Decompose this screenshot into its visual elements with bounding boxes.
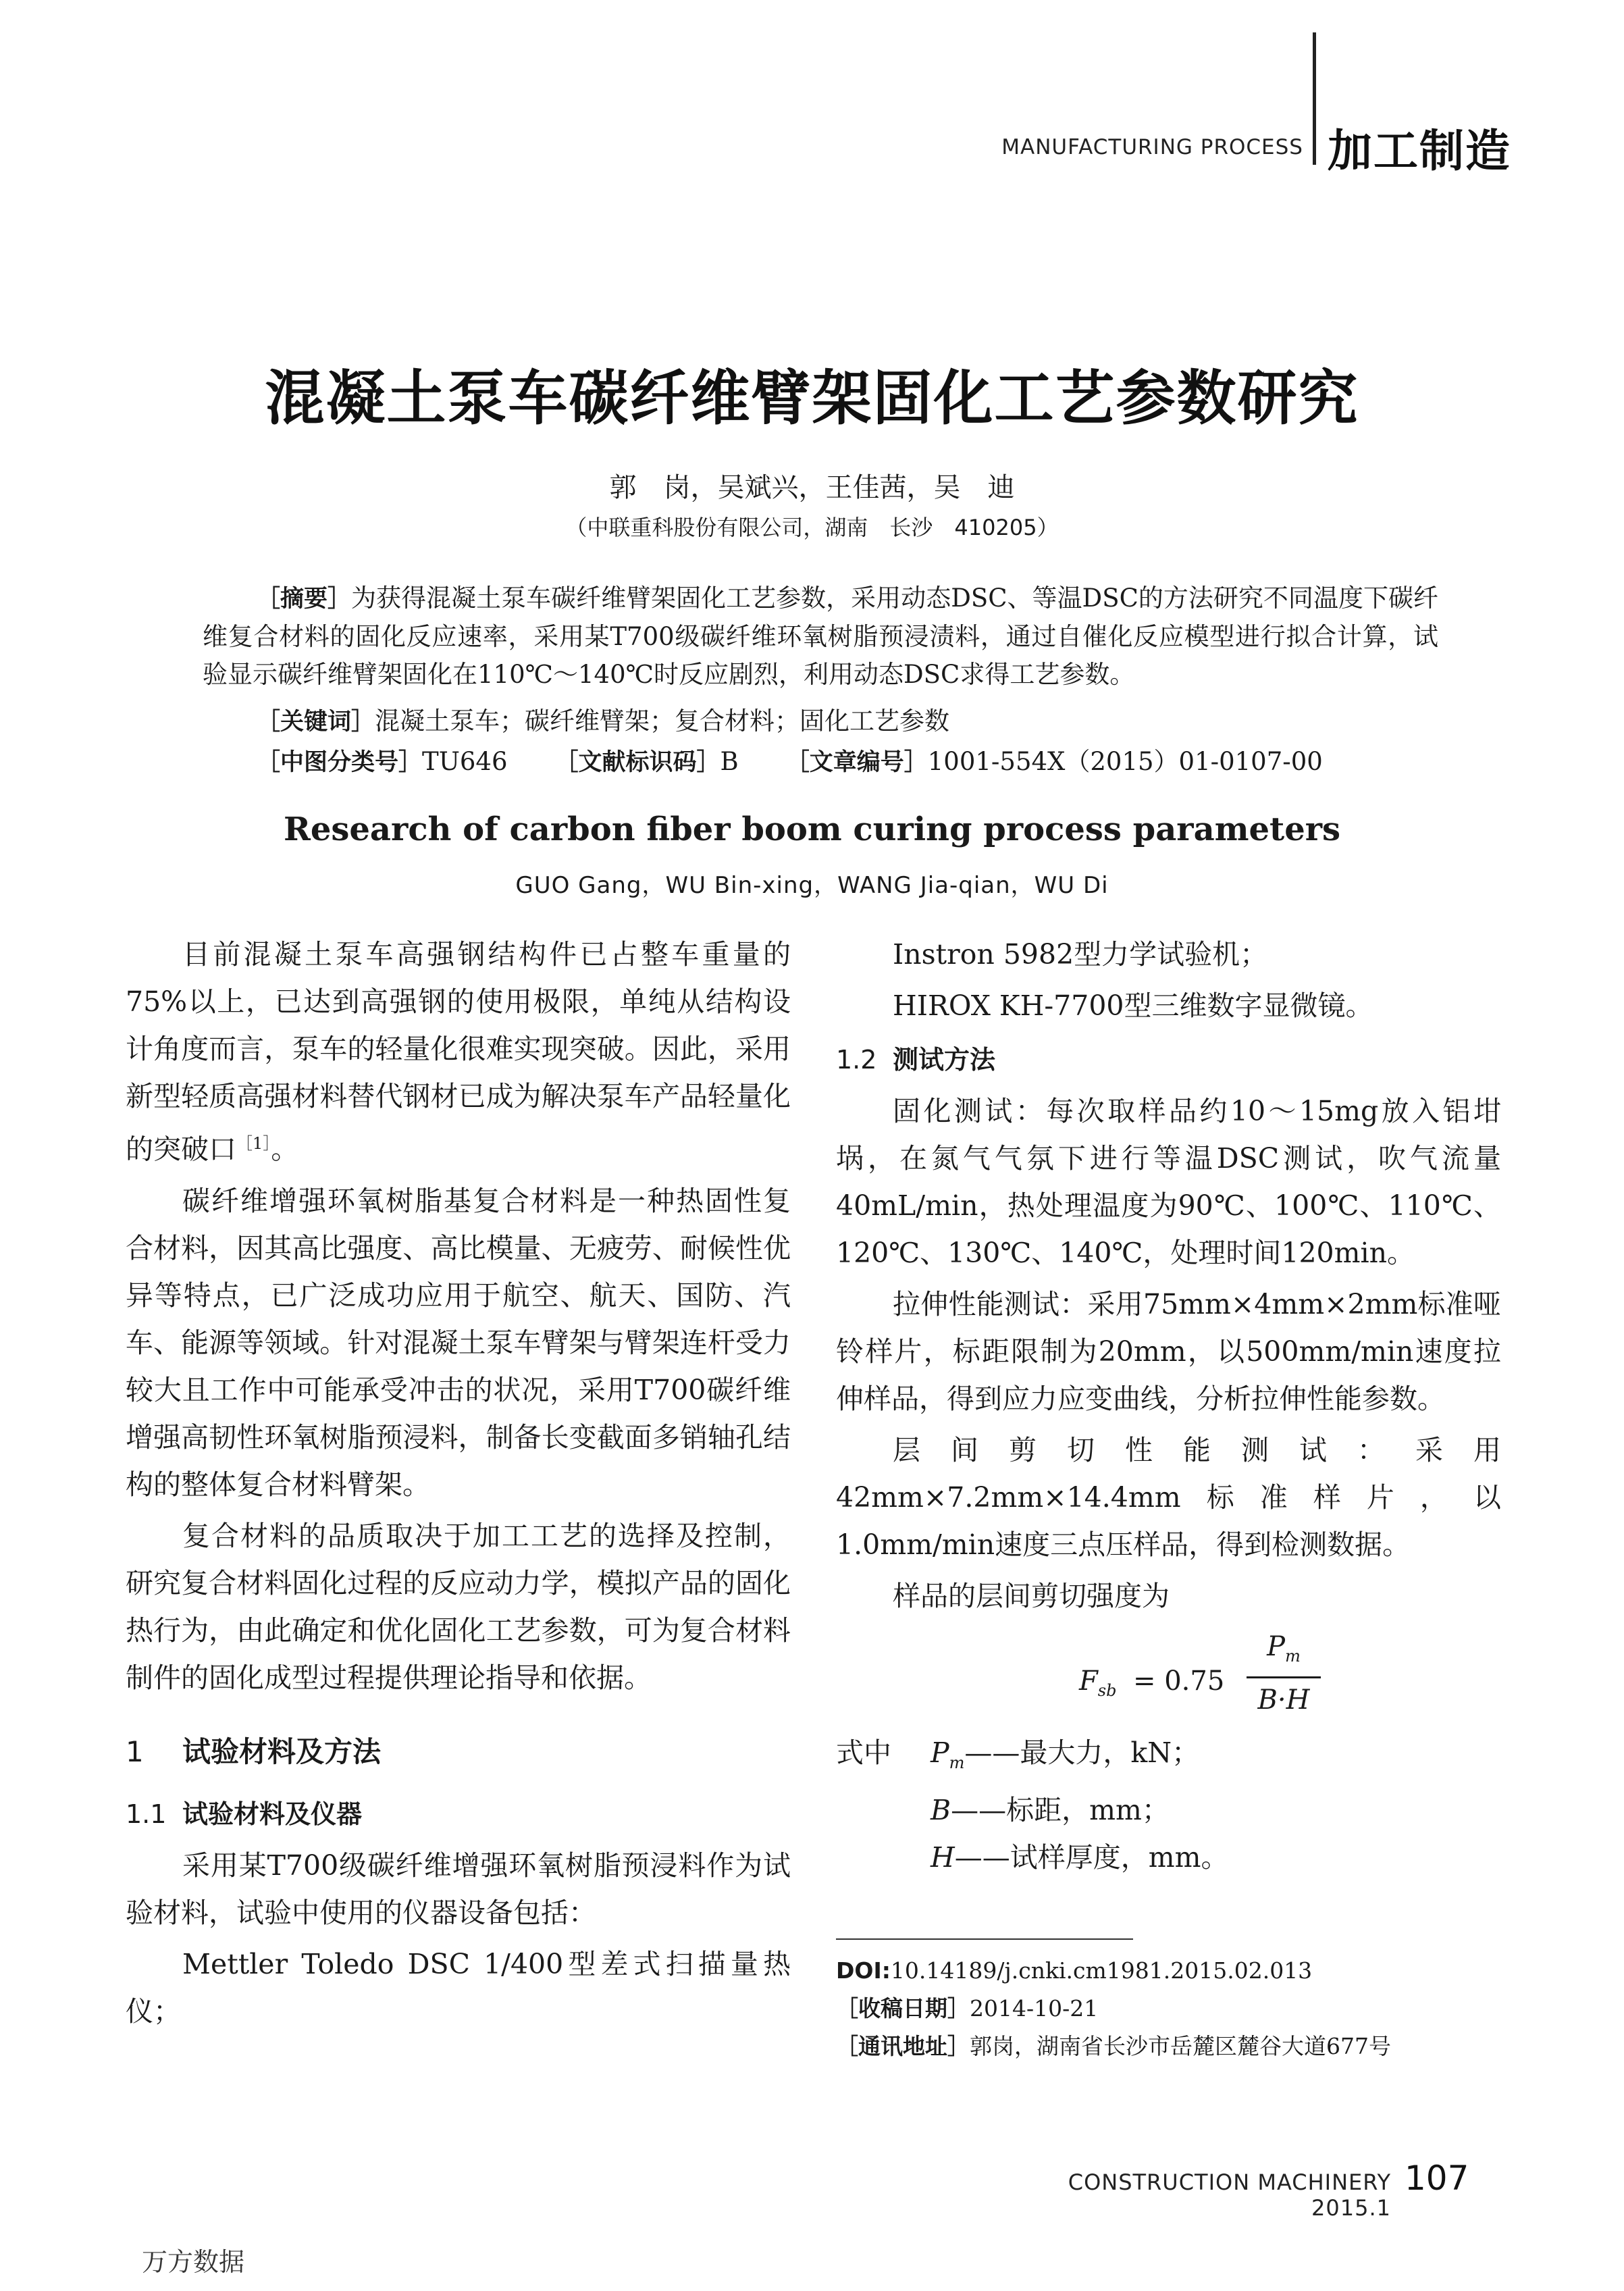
clc-code: ［中图分类号］TU646 <box>257 747 508 776</box>
shear-strength-formula <box>836 1629 1501 1717</box>
paragraph: 复合材料的品质取决于加工工艺的选择及控制，研究复合材料固化过程的反应动力学，模拟产品的固化热行为，由此确定和优化固化工艺参数，可为复合材料制件的固化成型过程提供理论指导和依据。 <box>126 1519 791 1694</box>
paragraph: Instron 5982型力学试验机； <box>893 938 1268 971</box>
paragraph: 碳纤维增强环氧树脂基复合材料是一种热固性复合材料，因其高比强度、高比模量、无疲劳、耐候性优异等特点，已广泛成功应用于航空、航天、国防、汽车、能源等领域。针对混凝土泵车臂架与臂架连杆受力较大且工作中可能承受冲击的状况，采用T700碳纤维增强高韧性环氧树脂预浸料，制备长变截面多销轴孔结构的整体复合材料臂架。 <box>126 1184 791 1501</box>
english-authors: GUO Gang，WU Bin-xing，WANG Jia-qian，WU Di <box>515 872 1109 899</box>
formula-coefficient: = 0.75 <box>1133 1666 1225 1697</box>
keywords <box>257 702 1492 741</box>
symbol-definitions <box>836 1729 1501 1881</box>
abstract <box>203 580 1438 694</box>
paragraph: 目前混凝土泵车高强钢结构件已占整车重量的75%以上，已达到高强钢的使用极限，单纯从结构设计角度而言，泵车的轻量化很难实现突破。因此，采用新型轻质高强材料替代钢材已成为解决泵车产品轻量化的突破口$^{[1]}$。 <box>126 938 791 1166</box>
journal-name: CONSTRUCTION MACHINERY 2015.1 <box>1068 2169 1391 2221</box>
symbol-definition: 式中 $P_m——$最大力，kN； <box>836 1736 1200 1773</box>
watermark: 万方数据 <box>142 2247 245 2277</box>
header-divider <box>1313 32 1316 165</box>
body-column-left <box>126 931 791 2039</box>
formula-lhs: $F_{sb}$ <box>1079 1666 1117 1700</box>
subsection-heading: 1.2 测试方法 <box>836 1045 996 1075</box>
paragraph: HIROX KH-7700型三维数字显微镜。 <box>893 989 1373 1022</box>
citation-ref: ［1］ <box>236 1134 271 1153</box>
doi: DOI:10.14189/j.cnki.cm1981.2015.02.013 <box>836 1957 1313 1984</box>
paragraph: 固化测试：每次取样品约10～15mg放入铝坩埚，在氮气气氛下进行等温DSC测试，吹气流量40mL/min，热处理温度为90℃、100℃、110℃、120℃、130℃、140℃，处理时间120min。 <box>836 1095 1501 1269</box>
affiliation: （中联重科股份有限公司，湖南 长沙 410205） <box>565 515 1059 540</box>
received-date: ［收稿日期］2014-10-21 <box>836 1995 1099 2022</box>
subsection-heading: 1.1 试验材料及仪器 <box>126 1799 363 1829</box>
body-column-right <box>836 931 1501 1881</box>
keywords-text: 混凝土泵车；碳纤维臂架；复合材料；固化工艺参数 <box>375 706 950 736</box>
symbol-definition: H——试样厚度，mm。 <box>931 1841 1229 1874</box>
author-list: 郭 岗，吴斌兴，王佳茜，吴 迪 <box>609 472 1015 503</box>
section-label-cn: 加工制造 <box>1328 125 1511 177</box>
english-title: Research of carbon fiber boom curing process parameters <box>283 810 1341 848</box>
paragraph: 采用某T700级碳纤维增强环氧树脂预浸料作为试验材料，试验中使用的仪器设备包括： <box>126 1849 791 1929</box>
footnotes <box>836 1952 1501 2065</box>
paragraph: Mettler Toledo DSC 1/400型差式扫描量热仪； <box>126 1947 791 2028</box>
symbol-definition: B——标距，mm； <box>931 1794 1170 1827</box>
page-number: 107 <box>1405 2159 1469 2198</box>
keywords-label: ［关键词］ <box>257 709 375 736</box>
paragraph: 样品的层间剪切强度为 <box>893 1580 1170 1612</box>
paper-title: 混凝土泵车碳纤维臂架固化工艺参数研究 <box>265 363 1359 433</box>
paragraph: 拉伸性能测试：采用75mm×4mm×2mm标准哑铃样片，标距限制为20mm，以500mm/min速度拉伸样品，得到应力应变曲线，分析拉伸性能参数。 <box>836 1288 1501 1415</box>
section-heading: 1 试验材料及方法 <box>126 1734 382 1768</box>
footnote-rule <box>836 1938 1133 1940</box>
formula-denominator: B·H <box>1257 1684 1310 1716</box>
abstract-text: 为获得混凝土泵车碳纤维臂架固化工艺参数，采用动态DSC、等温DSC的方法研究不同温度下碳纤维复合材料的固化反应速率，采用某T700级碳纤维环氧树脂预浸渍料，通过自催化反应模型进行拟合计算，试验显示碳纤维臂架固化在110℃～140℃时反应剧烈，利用动态DSC求得工艺参数。 <box>203 584 1438 689</box>
formula-numerator: $P_m$ <box>1267 1631 1301 1666</box>
fraction-bar <box>1247 1676 1321 1678</box>
article-number: ［文章编号］1001-554X（2015）01-0107-00 <box>785 747 1323 776</box>
doc-code: ［文献标识码］B <box>554 747 739 776</box>
abstract-label: ［摘要］ <box>257 586 352 613</box>
paragraph: 层间剪切性能测试：采用42mm×7.2mm×14.4mm标准样片，以1.0mm/min速度三点压样品，得到检测数据。 <box>836 1434 1501 1561</box>
correspondence-address: ［通讯地址］郭岗，湖南省长沙市岳麓区麓谷大道677号 <box>836 2033 1391 2059</box>
classification-line <box>257 743 1472 781</box>
formula-fraction <box>1247 1629 1321 1719</box>
section-label-en: MANUFACTURING PROCESS <box>1001 135 1303 159</box>
